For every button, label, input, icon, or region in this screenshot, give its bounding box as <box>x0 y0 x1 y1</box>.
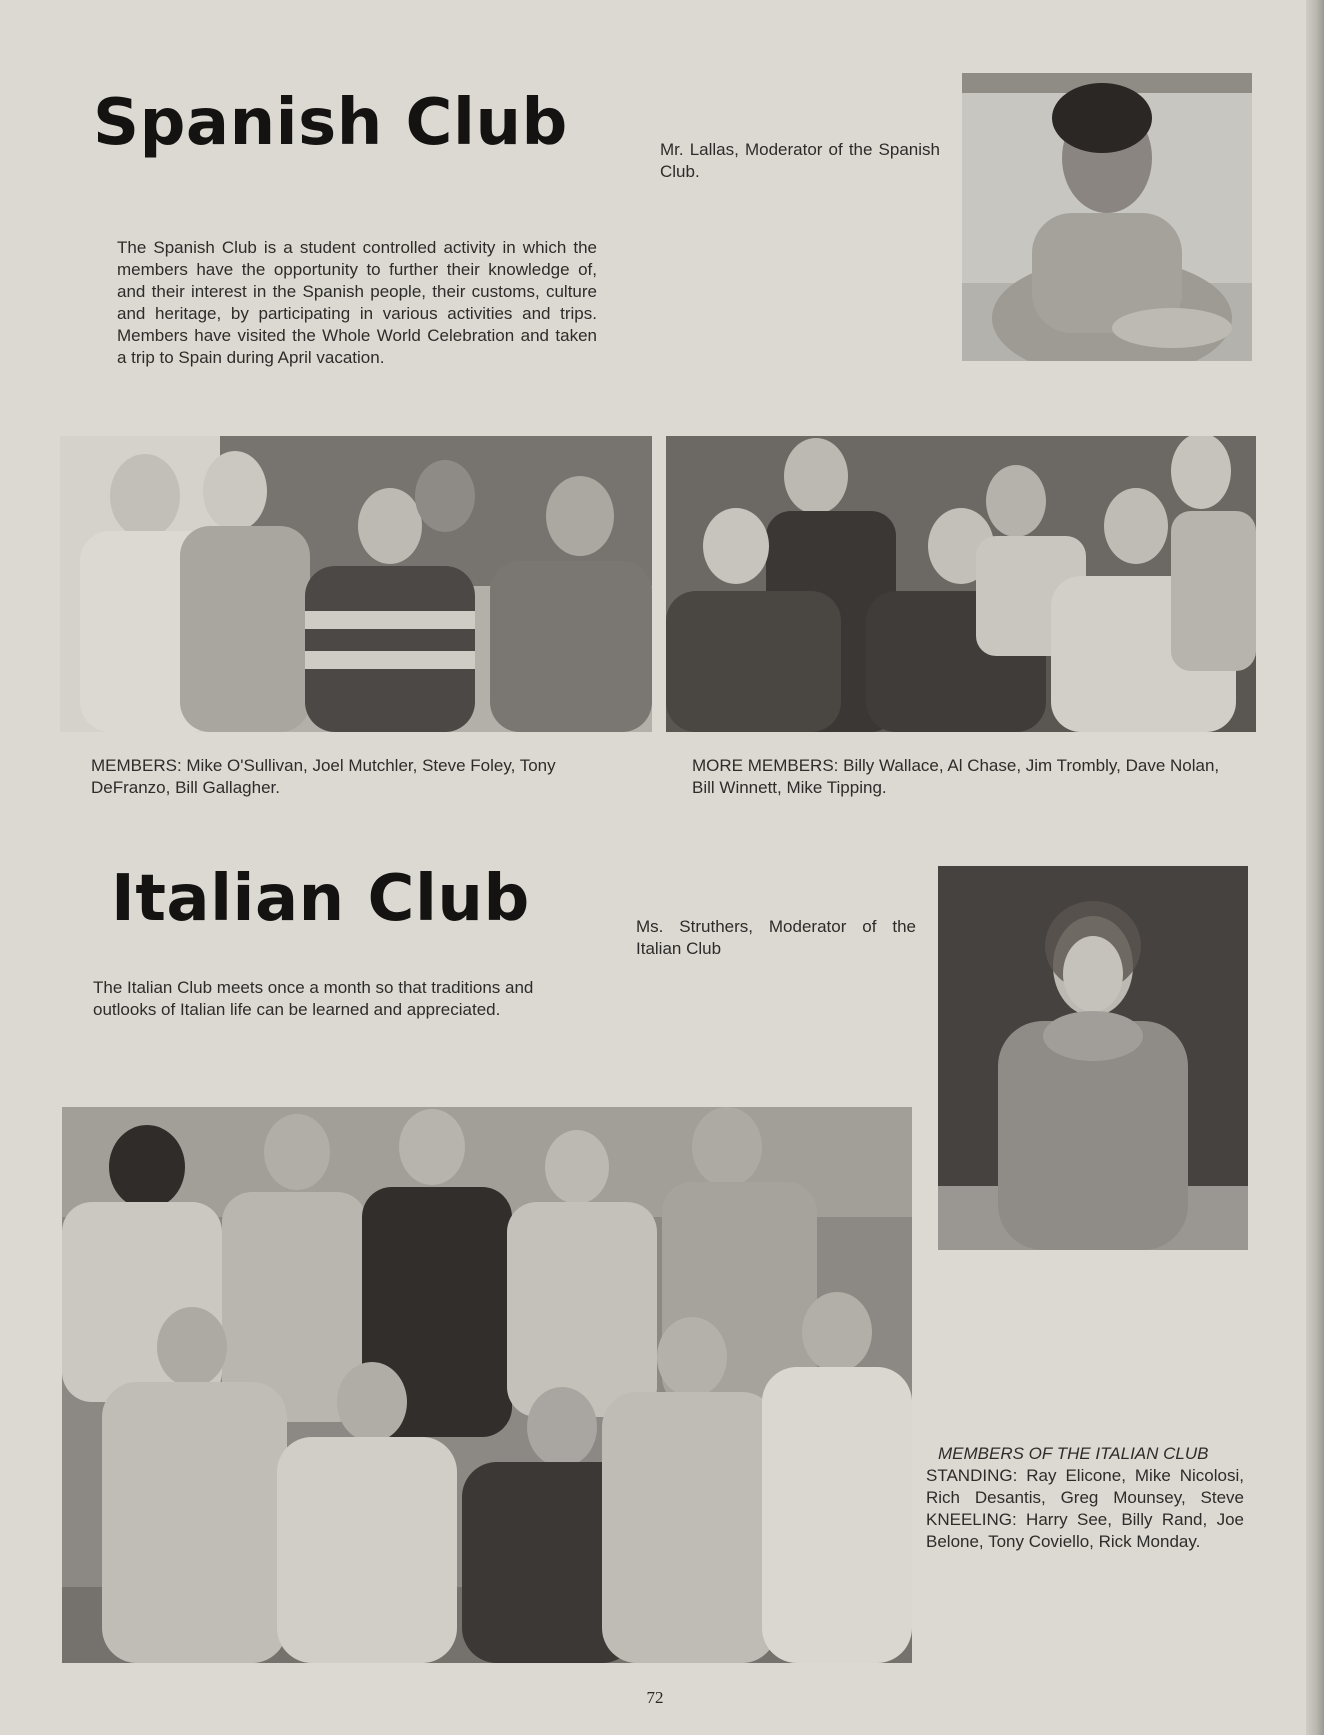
italian-members-heading: MEMBERS OF THE ITALIAN CLUB <box>938 1444 1209 1463</box>
spanish-more-members-photo <box>666 436 1256 732</box>
spanish-club-description: The Spanish Club is a student controlled activity in which the members have the opportunity to further their knowledge of, and their interest in the Spanish people, their customs, culture and heritage, by participating in various activities and trips. Members have visited the Whole World Celebration and taken a trip to Spain during April vacation. <box>117 238 597 367</box>
italian-members-caption: STANDING: Ray Elicone, Mike Nicolosi, Rich Desantis, Greg Mounsey, Steve KNEELING: Harry See, Billy Rand, Joe Belone, Tony Coviello, Rick Monday. <box>926 1466 1244 1551</box>
italian-moderator-photo <box>938 866 1248 1250</box>
spanish-members-caption: MEMBERS: Mike O'Sullivan, Joel Mutchler, Steve Foley, Tony DeFranzo, Bill Gallagher. <box>91 756 556 797</box>
spanish-moderator-photo <box>962 73 1252 361</box>
spanish-more-members-caption: MORE MEMBERS: Billy Wallace, Al Chase, Jim Trombly, Dave Nolan, Bill Winnett, Mike Tipping. <box>692 756 1220 797</box>
italian-club-title: Italian Club <box>111 862 530 936</box>
italian-moderator-caption: Ms. Struthers, Moderator of the Italian Club <box>636 917 916 958</box>
italian-members-caption-block <box>926 1443 1244 1553</box>
italian-club-description: The Italian Club meets once a month so that traditions and outlooks of Italian life can be learned and appreciated. <box>93 978 534 1019</box>
page-spine-edge <box>1306 0 1324 1735</box>
spanish-moderator-caption: Mr. Lallas, Moderator of the Spanish Club. <box>660 140 940 181</box>
italian-members-photo <box>62 1107 912 1663</box>
spanish-members-photo <box>60 436 652 732</box>
page-number: 72 <box>646 1688 664 1707</box>
spanish-club-title: Spanish Club <box>93 86 568 160</box>
